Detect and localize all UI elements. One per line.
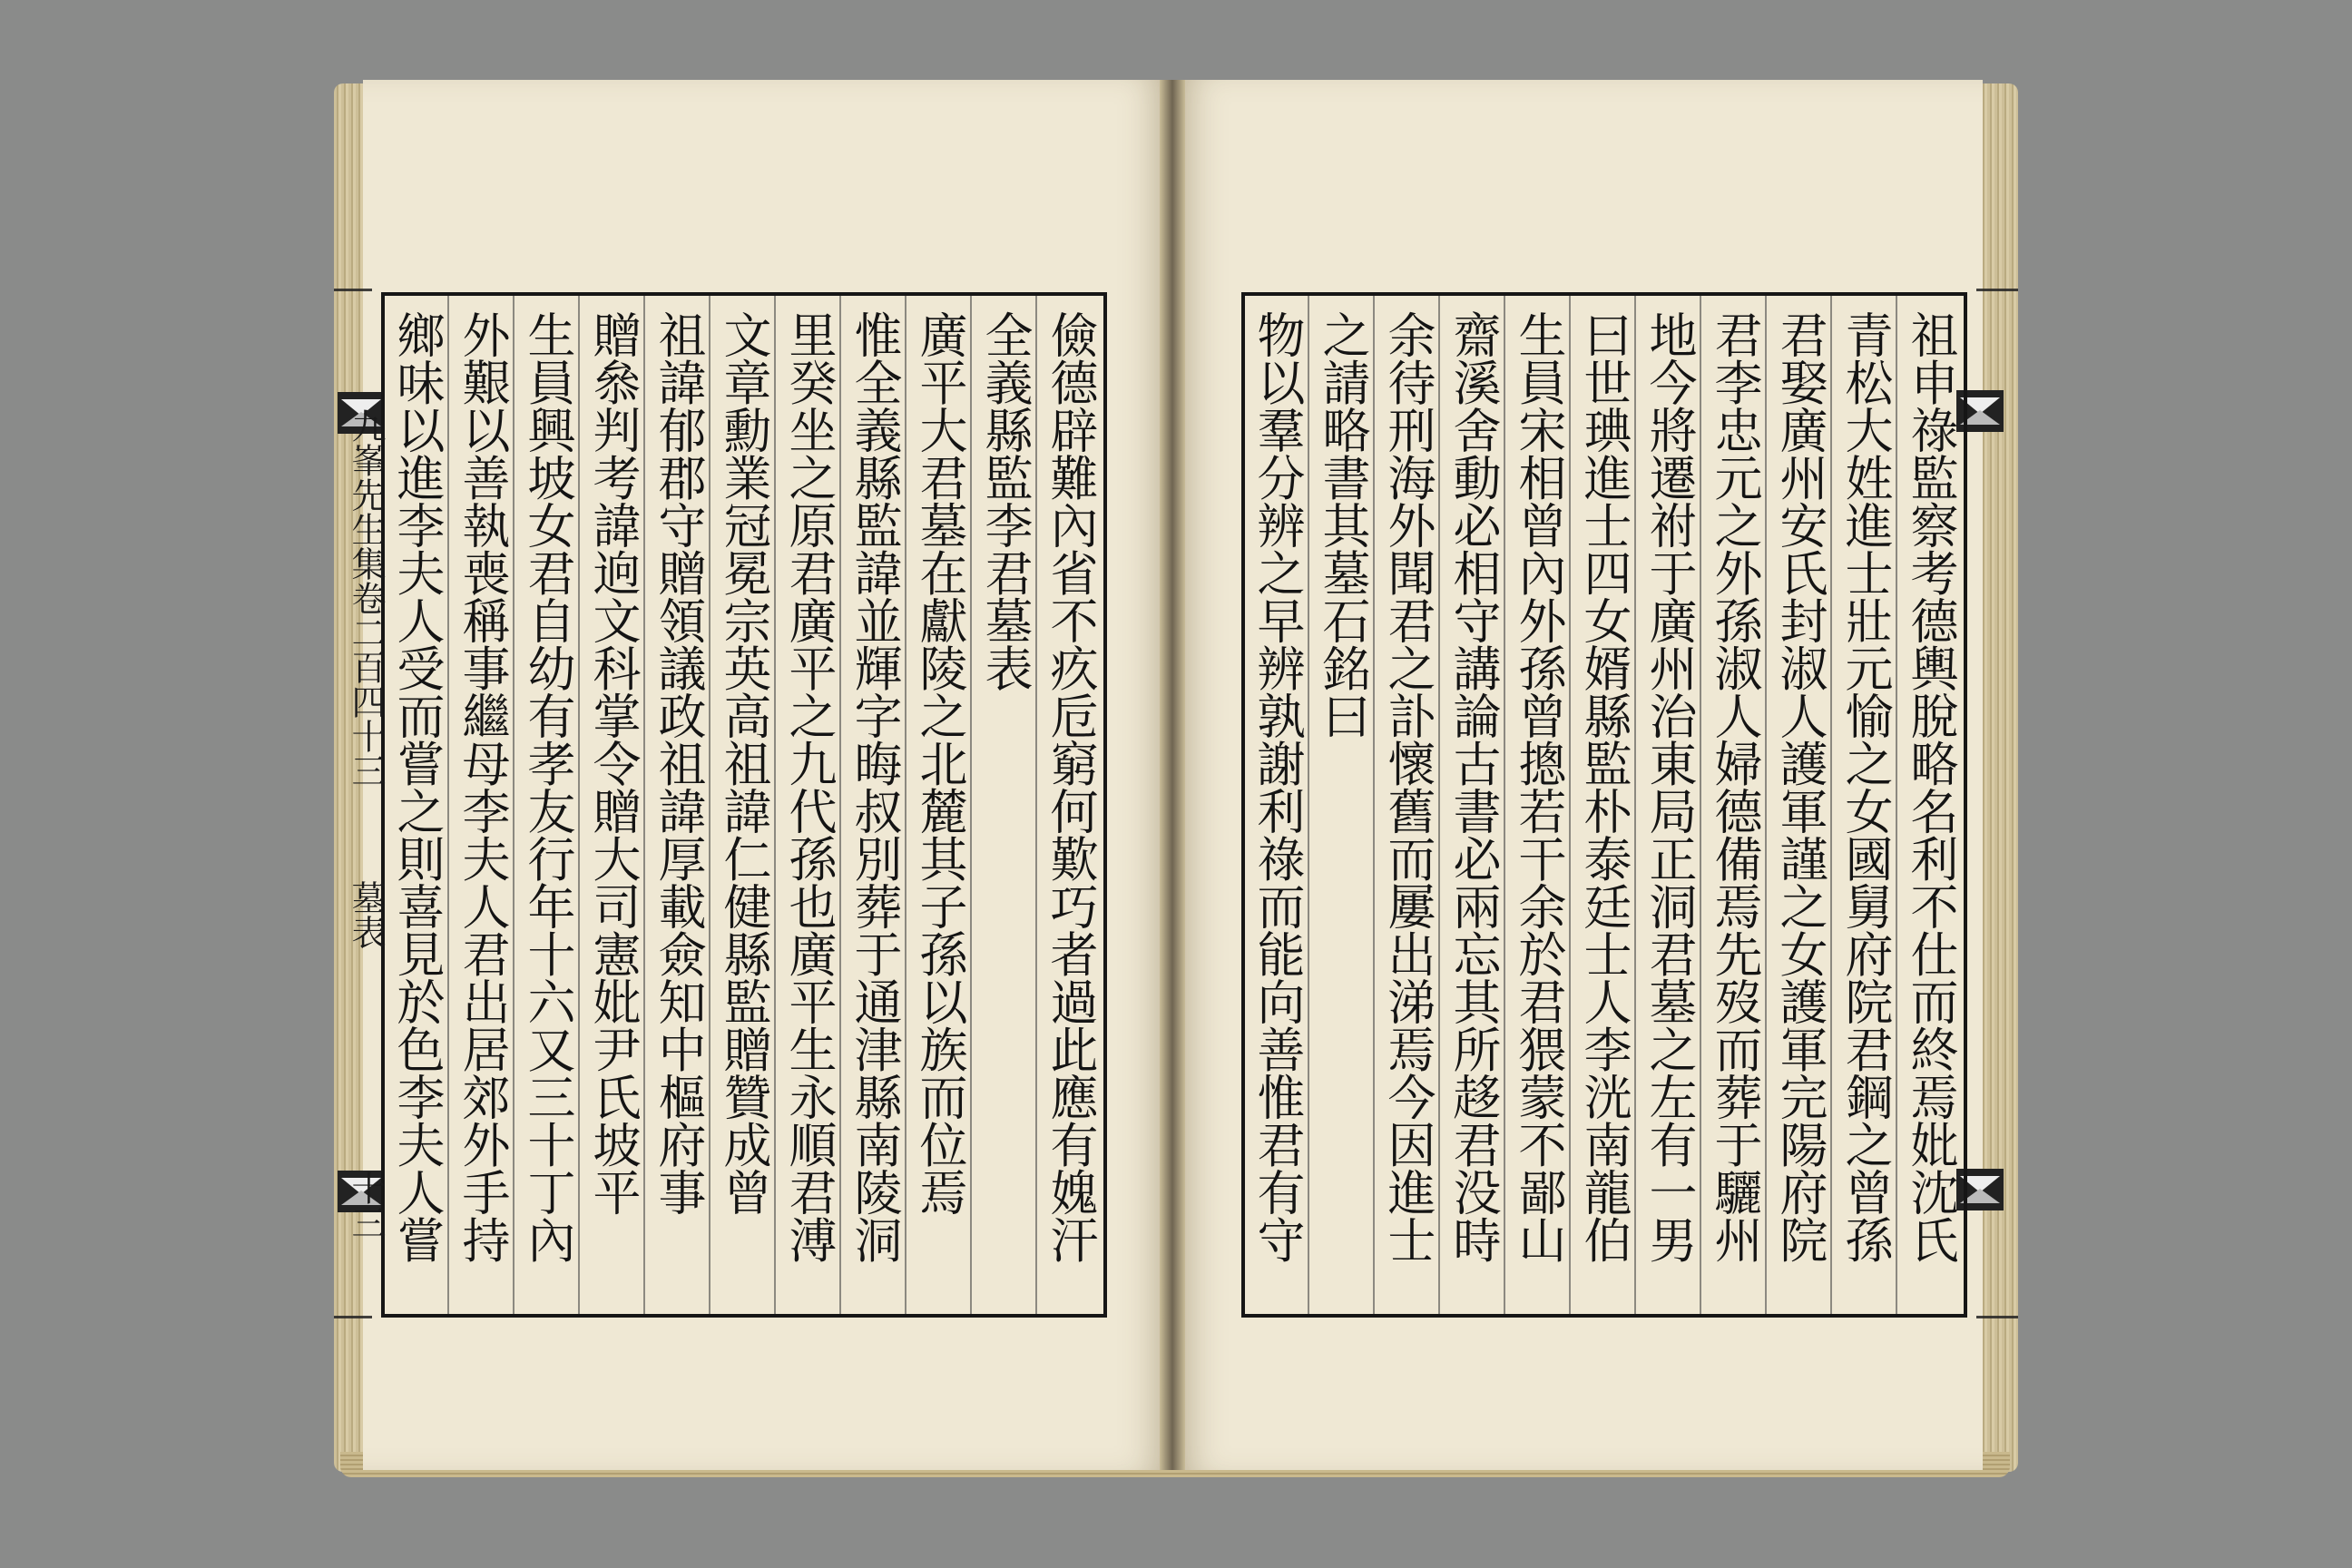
- text-column: 文章勳業冠冕宗英高祖諱仁健縣監贈贊成曾: [716, 310, 771, 1216]
- column-rule: [709, 296, 710, 1314]
- binding-thread: [1976, 1316, 2018, 1318]
- book-gutter: [1160, 80, 1185, 1470]
- column-rule: [1896, 296, 1897, 1314]
- margin-title: 九峯先生集卷二百四十三: [346, 408, 386, 788]
- binding-thread: [334, 289, 372, 291]
- text-column: 祖諱郁郡守贈領議政祖諱厚載僉知中樞府事: [651, 310, 706, 1216]
- column-rule: [774, 296, 776, 1314]
- text-column: 曰世琠進士四女婿縣監朴泰廷士人李洸南龍伯: [1576, 310, 1632, 1263]
- binding-thread: [1976, 289, 2018, 291]
- column-rule: [1569, 296, 1571, 1314]
- text-column: 生員宋相曾內外孫曾摠若干余於君猥蒙不鄙山: [1511, 310, 1566, 1263]
- column-rule: [447, 296, 449, 1314]
- text-column: 之請略書其墓石銘曰: [1315, 310, 1370, 740]
- column-rule: [1634, 296, 1636, 1314]
- margin-column: [332, 299, 386, 1307]
- text-column: 地今將遷祔于廣州治東局正洞君墓之左有一男: [1642, 310, 1697, 1263]
- column-rule: [905, 296, 906, 1314]
- column-rule: [1504, 296, 1505, 1314]
- text-column: 贈叅判考諱逈文科掌令贈大司憲妣尹氏坡平: [585, 310, 641, 1216]
- column-rule: [1308, 296, 1309, 1314]
- column-rule: [1438, 296, 1440, 1314]
- text-column: 君娶廣州安氏封淑人護軍謹之女護軍完陽府院: [1772, 310, 1828, 1263]
- text-column: 余待刑海外聞君之訃懷舊而屢出涕焉今因進士: [1380, 310, 1436, 1263]
- left-text-frame: [381, 292, 1107, 1318]
- text-column: 廣平大君墓在獻陵之北麓其子孫以族而位焉: [912, 310, 967, 1216]
- folio-number: 十三: [346, 1171, 386, 1240]
- margin-section: 墓表: [346, 880, 386, 949]
- text-column: 君李忠元之外孫淑人婦德備焉先歿而葬于驪州: [1707, 310, 1762, 1263]
- column-rule: [578, 296, 580, 1314]
- text-column: 祖申祿監察考德輿脫略名利不仕而終焉妣沈氏: [1903, 310, 1958, 1263]
- text-column: 鄉味以進李夫人受而嘗之則喜見於色李夫人嘗: [389, 310, 445, 1263]
- column-rule: [839, 296, 841, 1314]
- text-column: 外艱以善執喪稱事繼母李夫人君出居郊外手持: [455, 310, 510, 1263]
- text-column: 生員興坡女君自幼有孝友行年十六又三十丁內: [520, 310, 575, 1263]
- column-rule: [643, 296, 645, 1314]
- column-rule: [1830, 296, 1832, 1314]
- right-text-frame: [1241, 292, 1967, 1318]
- binding-thread: [334, 1316, 372, 1318]
- text-column: 惟全義縣監諱並輝字晦叔別葬于通津縣南陵洞: [847, 310, 902, 1263]
- column-rule: [1373, 296, 1375, 1314]
- column-rule: [1765, 296, 1767, 1314]
- column-rule: [513, 296, 514, 1314]
- text-column: 青松大姓進士壯元愉之女國舅府院君鋼之曾孫: [1838, 310, 1893, 1263]
- text-column: 物以羣分辨之早辨孰謝利祿而能向善惟君有守: [1250, 310, 1305, 1263]
- column-rule: [970, 296, 972, 1314]
- column-rule: [1700, 296, 1701, 1314]
- text-column: 全義縣監李君墓表: [977, 310, 1033, 691]
- right-page-stack: [1980, 83, 2018, 1472]
- text-column: 齋溪舍動必相守講論古書必兩忘其所趍君没時: [1446, 310, 1501, 1263]
- column-rule: [1035, 296, 1037, 1314]
- text-column: 里癸坐之原君廣平之九代孫也廣平生永順君溥: [781, 310, 837, 1263]
- text-column: 儉德辟難內省不疚卮窮何歎巧者過此應有媿汗: [1043, 310, 1098, 1263]
